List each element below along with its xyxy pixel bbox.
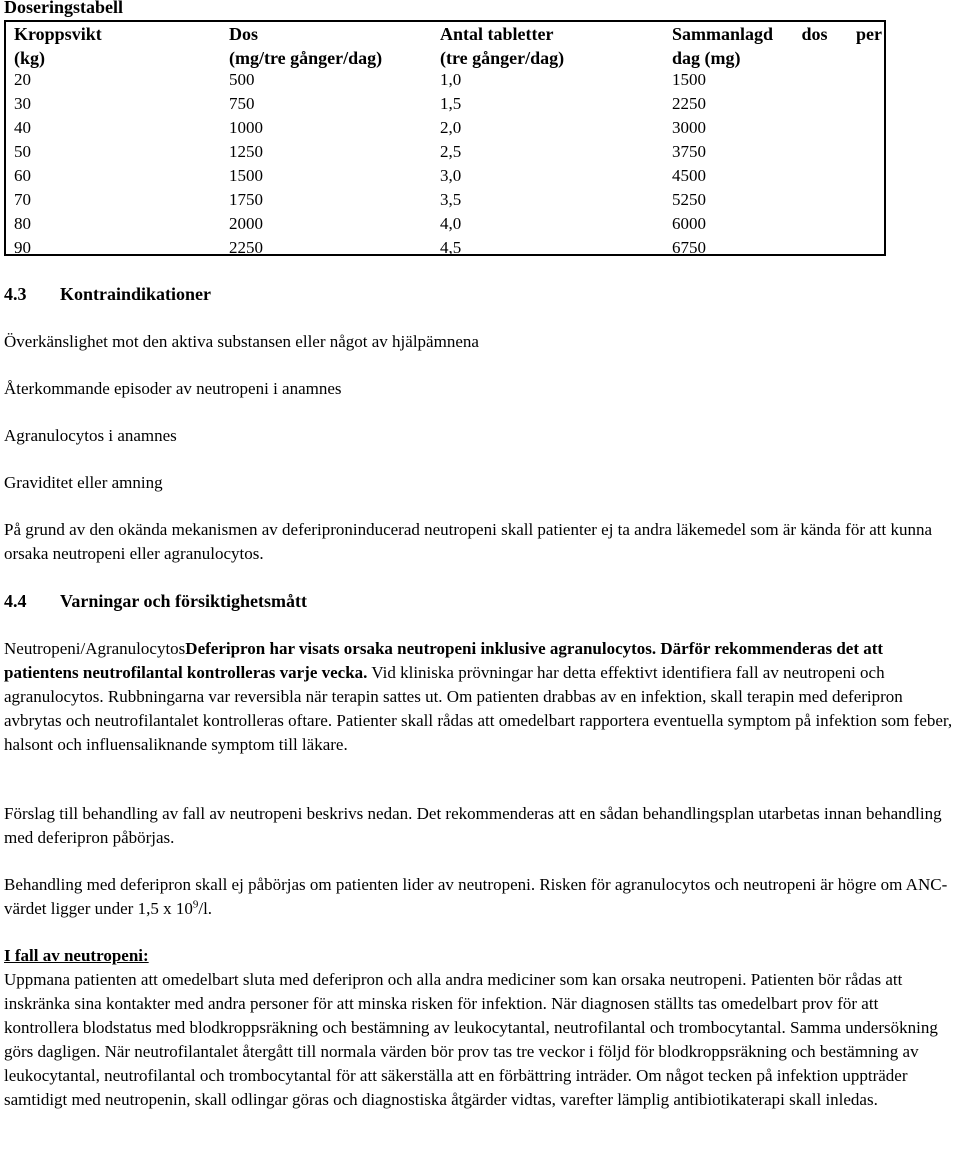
warnings-paragraph-2: Förslag till behandling av fall av neutropeni beskrivs nedan. Det rekommenderas att en sådan behandlingsplan utarbetas innan behandling med deferipron påbörjas. <box>4 804 942 847</box>
table-cell: 1750 <box>229 190 263 209</box>
table-cell: 4,0 <box>440 214 462 233</box>
table-cell: 2,5 <box>440 142 462 161</box>
table-header-tablets: Antal tabletter (tre gånger/dag) <box>440 24 565 68</box>
section-4-3-heading: 4.3 Kontraindikationer <box>4 284 212 304</box>
table-cell: 1500 <box>672 70 706 89</box>
table-cell: 50 <box>14 142 31 161</box>
table-cell: 1500 <box>229 166 263 185</box>
table-cell: 1250 <box>229 142 263 161</box>
table-cell: 2250 <box>229 238 263 257</box>
table-cell: 70 <box>14 190 31 209</box>
neutropenia-paragraph: Uppmana patienten att omedelbart sluta med deferipron och alla andra mediciner som kan orsaka neutropeni. Patienten bör rådas att inskränka sina kontakter med andra personer för att minska risken för infektion. När diagnosen ställts tas omedelbart prov för att kontrollera blodstatus med blodkroppsräkning och bestämning av leukocytantal, neutrofilantal och trombocytantal. Samma undersökning görs dagligen. När neutrofilantalet återgått till normala värden bör prov tas tre veckor i följd för blodkroppsräkning och bestämning av leukocytantal, neutrofilantal och trombocytantal för att säkerställa att en förbättring inträder. Om något tecken på infektion uppträder samtidigt med neutropenin, skall odlingar göras och diagnostiska åtgärder vidtas, varefter lämplig antibiotikaterapi skall inledas. <box>4 970 938 1109</box>
contraindication-paragraph: På grund av den okända mekanismen av deferiproninducerad neutropeni skall patienter ej ta andra läkemedel som är kända för att kunna orsaka neutropeni eller agranulocytos. <box>4 520 933 563</box>
table-cell: 2,0 <box>440 118 462 137</box>
table-cell: 80 <box>14 214 31 233</box>
table-cell: 4500 <box>672 166 706 185</box>
dosage-table <box>4 20 886 256</box>
table-cell: 90 <box>14 238 31 257</box>
table-cell: 5250 <box>672 190 706 209</box>
table-cell: 3750 <box>672 142 706 161</box>
table-cell: 750 <box>229 94 255 113</box>
table-cell: 1,5 <box>440 94 462 113</box>
table-header-weight: Kroppsvikt (kg) <box>14 24 102 68</box>
table-cell: 2000 <box>229 214 263 233</box>
table-cell: 60 <box>14 166 31 185</box>
table-cell: 6000 <box>672 214 706 233</box>
contraindication-item: Återkommande episoder av neutropeni i anamnes <box>4 379 342 398</box>
table-cell: 3000 <box>672 118 706 137</box>
table-cell: 3,0 <box>440 166 462 185</box>
table-cell: 20 <box>14 70 31 89</box>
table-cell: 40 <box>14 118 31 137</box>
table-cell: 2250 <box>672 94 706 113</box>
table-cell: 6750 <box>672 238 706 257</box>
contraindication-item: Överkänslighet mot den aktiva substansen eller något av hjälpämnena <box>4 332 479 351</box>
section-4-4-heading: 4.4 Varningar och försiktighetsmått <box>4 591 307 611</box>
neutropenia-heading: I fall av neutropeni: <box>4 946 149 965</box>
table-cell: 500 <box>229 70 255 89</box>
warnings-paragraph-1: Neutropeni/AgranulocytosDeferipron har visats orsaka neutropeni inklusive agranulocytos. Därför rekommenderas det att patientens neutrofilantal kontrolleras varje vecka. Vid kliniska prövningar har detta effektivt identifiera fall av neutropeni och agranulocytos. Rubbningarna var reversibla när terapin sattes ut. Om patienten drabbas av en infektion, skall terapin med deferipron avbrytas och neutrofilantalet kontrolleras oftare. Patienter skall rådas att omedelbart rapportera eventuella symptom på infektion som feber, halsont och influensaliknande symptom till läkare. <box>4 639 953 754</box>
table-header-dose: Dos (mg/tre gånger/dag) <box>229 24 383 68</box>
table-cell: 1,0 <box>440 70 462 89</box>
table-cell: 1000 <box>229 118 263 137</box>
table-cell: 3,5 <box>440 190 462 209</box>
table-cell: 4,5 <box>440 238 462 257</box>
contraindication-item: Graviditet eller amning <box>4 473 163 492</box>
warnings-paragraph-3: Behandling med deferipron skall ej påbörjas om patienten lider av neutropeni. Risken för agranulocytos och neutropeni är högre om ANC-värdet ligger under 1,5 x $10^9/l$. <box>4 875 948 918</box>
contraindication-item: Agranulocytos i anamnes <box>4 426 177 445</box>
document-title: Doseringstabell <box>4 0 123 17</box>
table-cell: 30 <box>14 94 31 113</box>
table-header-total-dose: Sammanlagd dos per dag (mg) <box>672 24 882 68</box>
